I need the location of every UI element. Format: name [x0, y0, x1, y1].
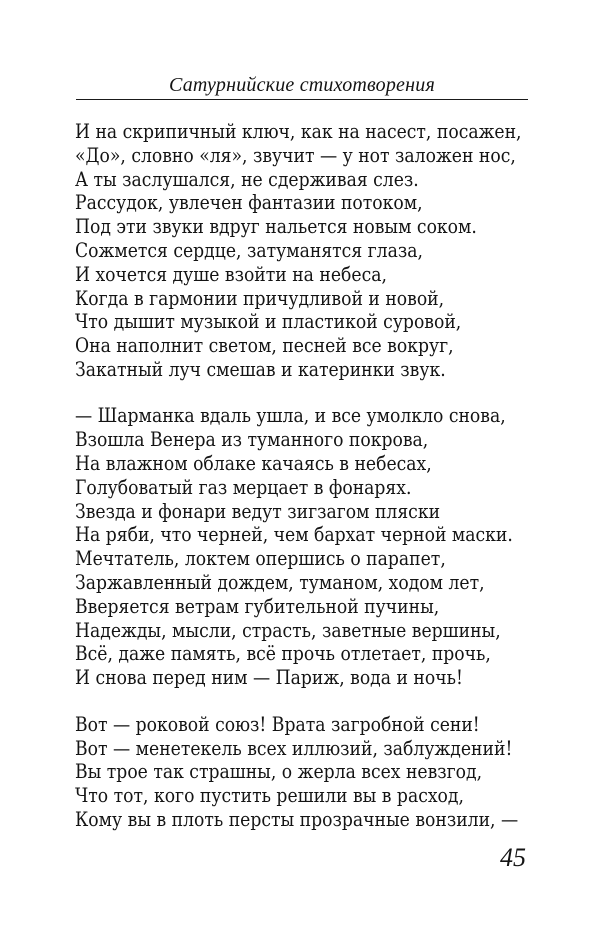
- poem-line: А ты заслушался, не сдерживая слез.: [75, 166, 419, 191]
- poem-line: И на скрипичный ключ, как на насест, посажен,: [75, 119, 522, 143]
- poem-line: Закатный луч смешав и катеринки звук.: [75, 356, 446, 381]
- poem-line: На ряби, что черней, чем бархат черной маски.: [75, 522, 513, 547]
- poem-line: Сожмется сердце, затуманятся глаза,: [75, 237, 423, 262]
- running-head: [76, 72, 528, 100]
- poem-line: Что тот, кого пустить решили вы в расход,: [75, 783, 464, 808]
- stanza-2: [75, 404, 545, 690]
- poem-line: Мечтатель, локтем опершись о парапет,: [75, 546, 446, 571]
- poem-line: Вот — менетекель всех иллюзий, заблуждений!: [75, 735, 513, 760]
- poem-line: Вот — роковой союз! Врата загробной сени!: [75, 711, 480, 736]
- poem-line: Когда в гармонии причудливой и новой,: [75, 285, 445, 310]
- stanza-1: [75, 120, 545, 382]
- poem-line: Рассудок, увлечен фантазии потоком,: [75, 190, 423, 215]
- poem-text: [75, 120, 545, 832]
- poem-line: Вы трое так страшны, о жерла всех невзгод,: [75, 759, 483, 784]
- poem-line: На влажном облаке качаясь в небесах,: [75, 451, 432, 476]
- poem-line: Что дышит музыкой и пластикой суровой,: [75, 309, 462, 334]
- poem-line: Всё, даже память, всё прочь отлетает, прочь,: [75, 641, 491, 666]
- poem-line: Под эти звуки вдруг нальется новым соком.: [75, 214, 477, 239]
- poem-line: Кому вы в плоть персты прозрачные вонзили, —: [75, 806, 519, 831]
- running-head-title: Сатурнийские стихотворения: [169, 74, 435, 96]
- poem-line: И хочется душе взойти на небеса,: [75, 261, 387, 286]
- poem-line: — Шарманка вдаль ушла, и все умолкло снова,: [75, 403, 506, 428]
- poem-line: «До», словно «ля», звучит — у нот заложен нос,: [75, 142, 516, 167]
- poem-line: Голубоватый газ мерцает в фонарях.: [75, 474, 412, 499]
- poem-line: Заржавленный дождем, туманом, ходом лет,: [75, 570, 485, 595]
- poem-line: Звезда и фонари ведут зигзагом пляски: [75, 498, 441, 523]
- poem-line: Вверяется ветрам губительной пучины,: [75, 593, 440, 618]
- stanza-3: [75, 713, 545, 832]
- page-number: 45: [500, 843, 526, 872]
- poem-line: И снова перед ним — Париж, вода и ночь!: [75, 665, 463, 690]
- poem-line: Надежды, мысли, страсть, заветные вершины,: [75, 617, 501, 642]
- poem-line: Она наполнит светом, песней все вокруг,: [75, 333, 454, 358]
- poem-line: Взошла Венера из туманного покрова,: [75, 427, 429, 452]
